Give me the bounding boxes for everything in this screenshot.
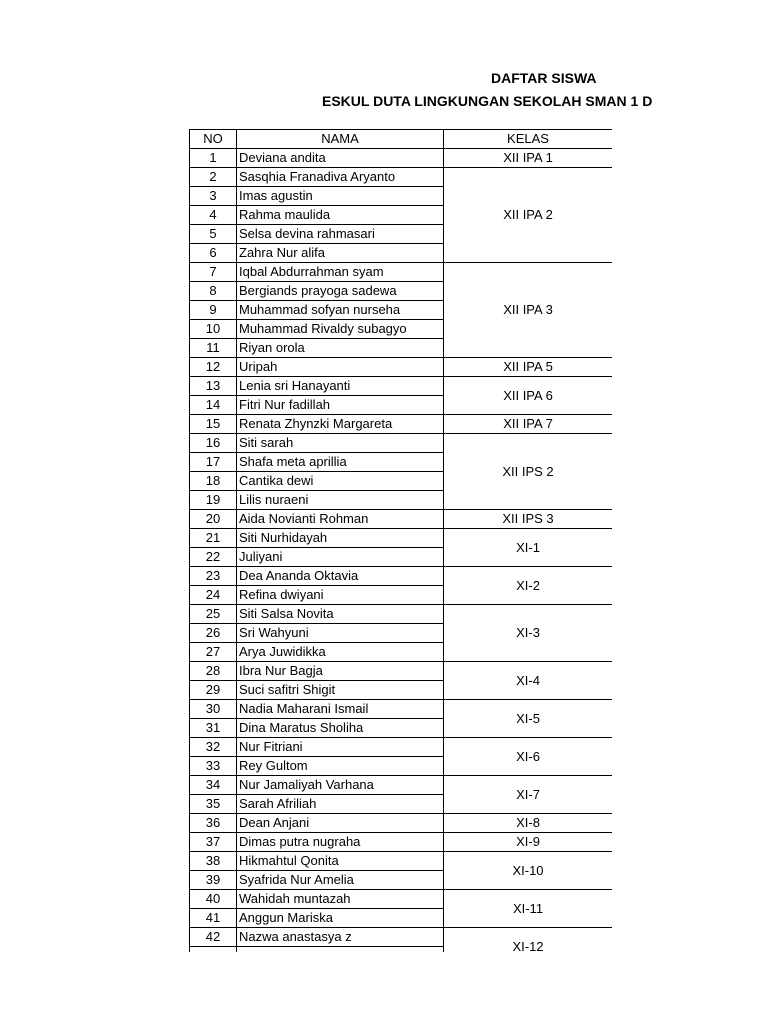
cell-no: 13 [190, 377, 237, 396]
student-table [189, 129, 612, 952]
cell-nama: Dimas putra nugraha [237, 833, 444, 852]
cell-no: 35 [190, 795, 237, 814]
cell-no: 19 [190, 491, 237, 510]
cell-no: 6 [190, 244, 237, 263]
column-header-nama: NAMA [237, 130, 444, 149]
cell-no: 5 [190, 225, 237, 244]
table-row [190, 852, 613, 871]
cell-nama: Ibra Nur Bagja [237, 662, 444, 681]
cell-kelas: XI-2 [444, 567, 613, 605]
cell-nama: Lenia sri Hanayanti [237, 377, 444, 396]
cell-no: 27 [190, 643, 237, 662]
cell-no: 14 [190, 396, 237, 415]
cell-no: 38 [190, 852, 237, 871]
cell-nama: Refina dwiyani [237, 586, 444, 605]
table-row [190, 662, 613, 681]
cell-kelas: XI-5 [444, 700, 613, 738]
cell-no: 4 [190, 206, 237, 225]
cell-kelas: XII IPA 2 [444, 168, 613, 263]
table-row [190, 358, 613, 377]
cell-nama: Hikmahtul Qonita [237, 852, 444, 871]
cell-nama: Rahma maulida [237, 206, 444, 225]
cell-kelas: XII IPS 2 [444, 434, 613, 510]
cell-no: 39 [190, 871, 237, 890]
cell-kelas: XI-1 [444, 529, 613, 567]
cell-kelas: XI-12 [444, 928, 613, 953]
cell-nama [237, 947, 444, 953]
table-row [190, 928, 613, 947]
cell-no: 18 [190, 472, 237, 491]
cell-kelas: XI-6 [444, 738, 613, 776]
cell-kelas: XI-8 [444, 814, 613, 833]
table-row [190, 510, 613, 529]
cell-no: 28 [190, 662, 237, 681]
header-row [190, 130, 613, 149]
cell-no: 24 [190, 586, 237, 605]
cell-no: 9 [190, 301, 237, 320]
cell-nama: Muhammad sofyan nurseha [237, 301, 444, 320]
table-row [190, 567, 613, 586]
cell-nama: Suci safitri Shigit [237, 681, 444, 700]
cell-no: 11 [190, 339, 237, 358]
table-row [190, 605, 613, 624]
table-row [190, 738, 613, 757]
cell-nama: Cantika dewi [237, 472, 444, 491]
cell-no: 10 [190, 320, 237, 339]
cell-kelas: XII IPA 3 [444, 263, 613, 358]
cell-no: 40 [190, 890, 237, 909]
table-row [190, 377, 613, 396]
cell-nama: Sasqhia Franadiva Aryanto [237, 168, 444, 187]
cell-no: 1 [190, 149, 237, 168]
cell-nama: Rey Gultom [237, 757, 444, 776]
cell-nama: Syafrida Nur Amelia [237, 871, 444, 890]
cell-nama: Nur Fitriani [237, 738, 444, 757]
cell-no: 22 [190, 548, 237, 567]
cell-no: 12 [190, 358, 237, 377]
table-row [190, 700, 613, 719]
table-row [190, 434, 613, 453]
cell-nama: Zahra Nur alifa [237, 244, 444, 263]
cell-nama: Nadia Maharani Ismail [237, 700, 444, 719]
table-header [190, 130, 613, 149]
cell-no: 8 [190, 282, 237, 301]
cell-nama: Dina Maratus Sholiha [237, 719, 444, 738]
cell-nama: Selsa devina rahmasari [237, 225, 444, 244]
cell-nama: Anggun Mariska [237, 909, 444, 928]
cell-kelas: XI-3 [444, 605, 613, 662]
table-body [190, 149, 613, 953]
cell-kelas: XII IPA 1 [444, 149, 613, 168]
cell-nama: Wahidah muntazah [237, 890, 444, 909]
cell-no: 33 [190, 757, 237, 776]
cell-no: 23 [190, 567, 237, 586]
cell-nama: Sri Wahyuni [237, 624, 444, 643]
cell-kelas: XI-10 [444, 852, 613, 890]
column-header-no: NO [190, 130, 237, 149]
student-table-container [189, 129, 612, 952]
cell-no: 34 [190, 776, 237, 795]
cell-no: 16 [190, 434, 237, 453]
cell-nama: Arya Juwidikka [237, 643, 444, 662]
document-title: DAFTAR SISWA [491, 70, 597, 86]
cell-no: 3 [190, 187, 237, 206]
cell-nama: Riyan orola [237, 339, 444, 358]
cell-no: 7 [190, 263, 237, 282]
cell-nama: Lilis nuraeni [237, 491, 444, 510]
table-row [190, 168, 613, 187]
cell-no: 37 [190, 833, 237, 852]
cell-no: 21 [190, 529, 237, 548]
cell-no: 31 [190, 719, 237, 738]
cell-nama: Imas agustin [237, 187, 444, 206]
table-row [190, 776, 613, 795]
cell-nama: Bergiands prayoga sadewa [237, 282, 444, 301]
cell-kelas: XII IPA 6 [444, 377, 613, 415]
cell-no [190, 947, 237, 953]
cell-nama: Dea Ananda Oktavia [237, 567, 444, 586]
cell-no: 41 [190, 909, 237, 928]
cell-no: 25 [190, 605, 237, 624]
cell-nama: Uripah [237, 358, 444, 377]
cell-nama: Shafa meta aprillia [237, 453, 444, 472]
cell-kelas: XI-9 [444, 833, 613, 852]
table-row [190, 415, 613, 434]
cell-nama: Nazwa anastasya z [237, 928, 444, 947]
cell-kelas: XII IPA 5 [444, 358, 613, 377]
column-header-kelas: KELAS [444, 130, 613, 149]
cell-nama: Siti sarah [237, 434, 444, 453]
cell-no: 29 [190, 681, 237, 700]
table-row [190, 833, 613, 852]
cell-nama: Fitri Nur fadillah [237, 396, 444, 415]
cell-no: 2 [190, 168, 237, 187]
table-row [190, 890, 613, 909]
document-subtitle: ESKUL DUTA LINGKUNGAN SEKOLAH SMAN 1 D [322, 93, 653, 109]
cell-no: 36 [190, 814, 237, 833]
table-row [190, 814, 613, 833]
cell-kelas: XI-11 [444, 890, 613, 928]
cell-nama: Sarah Afriliah [237, 795, 444, 814]
cell-nama: Renata Zhynzki Margareta [237, 415, 444, 434]
cell-no: 42 [190, 928, 237, 947]
cell-no: 15 [190, 415, 237, 434]
cell-nama: Nur Jamaliyah Varhana [237, 776, 444, 795]
cell-nama: Iqbal Abdurrahman syam [237, 263, 444, 282]
cell-no: 20 [190, 510, 237, 529]
cell-no: 30 [190, 700, 237, 719]
cell-nama: Muhammad Rivaldy subagyo [237, 320, 444, 339]
cell-nama: Deviana andita [237, 149, 444, 168]
table-row [190, 529, 613, 548]
cell-kelas: XII IPA 7 [444, 415, 613, 434]
table-row [190, 149, 613, 168]
cell-no: 17 [190, 453, 237, 472]
cell-kelas: XII IPS 3 [444, 510, 613, 529]
cell-nama: Juliyani [237, 548, 444, 567]
cell-nama: Siti Salsa Novita [237, 605, 444, 624]
table-row [190, 263, 613, 282]
cell-kelas: XI-7 [444, 776, 613, 814]
cell-no: 26 [190, 624, 237, 643]
cell-nama: Aida Novianti Rohman [237, 510, 444, 529]
cell-nama: Dean Anjani [237, 814, 444, 833]
cell-kelas: XI-4 [444, 662, 613, 700]
cell-nama: Siti Nurhidayah [237, 529, 444, 548]
cell-no: 32 [190, 738, 237, 757]
